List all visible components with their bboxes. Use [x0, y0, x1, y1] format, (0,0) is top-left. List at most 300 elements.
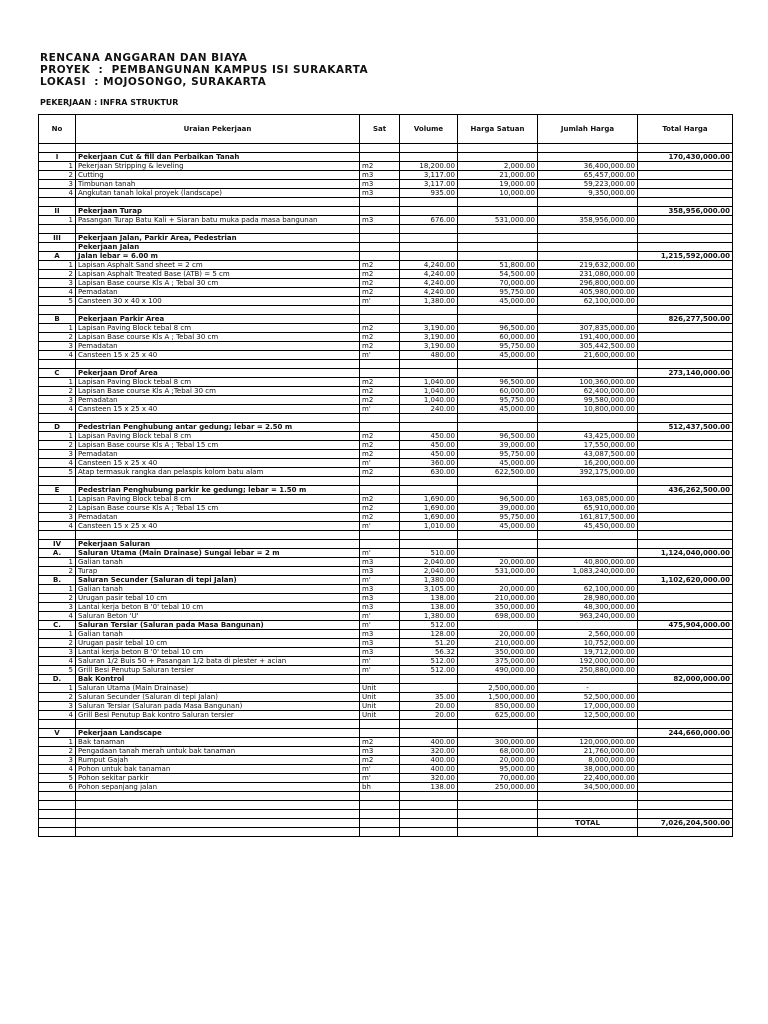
cell-total — [638, 468, 733, 477]
section-row — [39, 549, 733, 558]
cell-volume — [400, 234, 458, 243]
cell-unit-price: 850,000.00 — [458, 702, 538, 711]
cell-amount: 17,000,000.00 — [538, 702, 638, 711]
cell-total — [638, 171, 733, 180]
cell-empty — [400, 306, 458, 315]
cell-description: Lapisan Base course Kls A ;Tebal 30 cm — [76, 387, 360, 396]
project-line: PROYEK : PEMBANGUNAN KAMPUS ISI SURAKARTA — [40, 64, 369, 76]
cell-amount: 307,835,000.00 — [538, 324, 638, 333]
table-row — [39, 261, 733, 270]
cell-amount — [538, 207, 638, 216]
cell-total — [638, 612, 733, 621]
cell-unit: m' — [360, 666, 400, 675]
cell-total — [638, 657, 733, 666]
cell-amount: 12,500,000.00 — [538, 711, 638, 720]
table-row — [39, 747, 733, 756]
table-row — [39, 657, 733, 666]
cell-unit-price: 210,000.00 — [458, 639, 538, 648]
cell-unit-price: 96,500.00 — [458, 324, 538, 333]
cell-total — [638, 441, 733, 450]
cell-volume: 450.00 — [400, 441, 458, 450]
cell-unit-price — [458, 576, 538, 585]
cell-unit-price — [458, 540, 538, 549]
cell-no: 3 — [39, 396, 76, 405]
cell-empty — [76, 720, 360, 729]
table-row — [39, 522, 733, 531]
cell-unit — [360, 729, 400, 738]
table-row — [39, 333, 733, 342]
cell-total: 512,437,500.00 — [638, 423, 733, 432]
cell-volume: 1,380.00 — [400, 576, 458, 585]
cell-volume — [400, 684, 458, 693]
cell-amount: 40,800,000.00 — [538, 558, 638, 567]
cell-no: 4 — [39, 522, 76, 531]
cell-volume: 320.00 — [400, 774, 458, 783]
cell-description: Pemadatan — [76, 450, 360, 459]
cell-description: Pekerjaan Turap — [76, 207, 360, 216]
cell-unit: m3 — [360, 558, 400, 567]
cell-empty — [458, 720, 538, 729]
cell-amount: 192,000,000.00 — [538, 657, 638, 666]
cell-unit: m2 — [360, 333, 400, 342]
cell-amount: 62,400,000.00 — [538, 387, 638, 396]
cell-empty — [538, 828, 638, 837]
cell-empty — [360, 828, 400, 837]
cell-volume: 360.00 — [400, 459, 458, 468]
cell-amount: 163,085,000.00 — [538, 495, 638, 504]
cell-amount: 296,800,000.00 — [538, 279, 638, 288]
cell-no: C. — [39, 621, 76, 630]
cell-unit-price: 20,000.00 — [458, 630, 538, 639]
cell-empty — [39, 360, 76, 369]
cell-unit: m3 — [360, 747, 400, 756]
cell-empty — [638, 360, 733, 369]
cell-no: 5 — [39, 666, 76, 675]
cell-unit-price: 350,000.00 — [458, 648, 538, 657]
cell-empty — [76, 198, 360, 207]
cell-empty — [360, 144, 400, 153]
cell-empty — [538, 225, 638, 234]
table-row — [39, 495, 733, 504]
cell-unit-price — [458, 486, 538, 495]
cell-total — [638, 639, 733, 648]
grand-total-row — [39, 819, 733, 828]
cell-unit-price: 95,750.00 — [458, 513, 538, 522]
cell-no: D — [39, 423, 76, 432]
section-row — [39, 576, 733, 585]
cell-volume: 3,190.00 — [400, 342, 458, 351]
cell-empty — [458, 810, 538, 819]
col-volume-header: Volume — [400, 115, 458, 144]
cell-total — [638, 450, 733, 459]
cell-volume: 51.20 — [400, 639, 458, 648]
cell-empty — [39, 198, 76, 207]
cell-total — [638, 738, 733, 747]
cell-unit-price: 20,000.00 — [458, 585, 538, 594]
col-uraian-header: Uraian Pekerjaan — [76, 115, 360, 144]
cell-unit — [360, 252, 400, 261]
cell-volume: 1,690.00 — [400, 513, 458, 522]
cell-no: 1 — [39, 585, 76, 594]
cell-amount: 120,000,000.00 — [538, 738, 638, 747]
cell-empty — [538, 810, 638, 819]
table-row — [39, 450, 733, 459]
document-header — [40, 52, 368, 88]
cell-empty — [638, 531, 733, 540]
cell-empty — [538, 144, 638, 153]
cell-unit: m' — [360, 621, 400, 630]
cell-unit: m2 — [360, 324, 400, 333]
blank-row — [39, 477, 733, 486]
cell-unit: m2 — [360, 450, 400, 459]
cell-unit-price: 95,750.00 — [458, 396, 538, 405]
cell-empty — [638, 810, 733, 819]
cell-unit: m3 — [360, 189, 400, 198]
cell-unit — [360, 675, 400, 684]
cell-unit-price: 2,000.00 — [458, 162, 538, 171]
cell-total — [638, 162, 733, 171]
cell-unit: m3 — [360, 648, 400, 657]
cell-unit-price: 300,000.00 — [458, 738, 538, 747]
cell-total — [638, 648, 733, 657]
cell-no: 3 — [39, 450, 76, 459]
cell-description: Cansteen 15 x 25 x 40 — [76, 522, 360, 531]
cell-total — [638, 783, 733, 792]
cell-unit-price: 210,000.00 — [458, 594, 538, 603]
cell-unit — [360, 486, 400, 495]
cell-amount: 34,500,000.00 — [538, 783, 638, 792]
cell-total — [638, 540, 733, 549]
cell-total: 273,140,000.00 — [638, 369, 733, 378]
cell-empty — [458, 414, 538, 423]
cell-amount: 65,457,000.00 — [538, 171, 638, 180]
cell-amount: 191,400,000.00 — [538, 333, 638, 342]
cell-no: I — [39, 153, 76, 162]
cell-description: Saluran Tersiar (Saluran pada Masa Bangunan) — [76, 702, 360, 711]
cell-description: Timbunan tanah — [76, 180, 360, 189]
cell-amount: - — [538, 684, 638, 693]
cell-no: 4 — [39, 711, 76, 720]
cell-unit-price: 51,800.00 — [458, 261, 538, 270]
table-row — [39, 162, 733, 171]
cell-volume: 128.00 — [400, 630, 458, 639]
cell-amount: 99,580,000.00 — [538, 396, 638, 405]
cell-description: Pasangan Turap Batu Kali + Siaran batu muka pada masa bangunan — [76, 216, 360, 225]
cell-amount: 10,752,000.00 — [538, 639, 638, 648]
section-row — [39, 423, 733, 432]
cell-empty — [39, 531, 76, 540]
cell-amount — [538, 369, 638, 378]
cell-total — [638, 351, 733, 360]
cell-no: 3 — [39, 603, 76, 612]
cell-unit-price: 531,000.00 — [458, 216, 538, 225]
table-row — [39, 216, 733, 225]
cell-total — [638, 693, 733, 702]
cell-volume: 3,117.00 — [400, 180, 458, 189]
cell-volume: 4,240.00 — [400, 270, 458, 279]
table-row — [39, 684, 733, 693]
cell-empty — [458, 360, 538, 369]
cell-amount: 48,300,000.00 — [538, 603, 638, 612]
cell-volume: 400.00 — [400, 765, 458, 774]
cell-unit: m2 — [360, 288, 400, 297]
cell-no: 1 — [39, 432, 76, 441]
cell-no — [39, 243, 76, 252]
table-row — [39, 711, 733, 720]
cell-total — [638, 378, 733, 387]
cell-description: Saluran Secunder (Saluran di tepi Jalan) — [76, 576, 360, 585]
cell-description: Saluran Utama (Main Drainase) Sungai lebar = 2 m — [76, 549, 360, 558]
cell-no: A — [39, 252, 76, 261]
cell-no: 2 — [39, 333, 76, 342]
cell-volume — [400, 207, 458, 216]
cell-amount — [538, 540, 638, 549]
cell-no: B. — [39, 576, 76, 585]
cell-empty — [360, 198, 400, 207]
cell-amount: 305,442,500.00 — [538, 342, 638, 351]
cell-unit: m2 — [360, 756, 400, 765]
cell-unit-price: 10,000.00 — [458, 189, 538, 198]
cell-total — [638, 558, 733, 567]
cell-total — [638, 405, 733, 414]
cell-empty — [538, 477, 638, 486]
cell-unit — [360, 540, 400, 549]
table-row — [39, 666, 733, 675]
cell-total — [638, 774, 733, 783]
cell-no: 5 — [39, 468, 76, 477]
location-line: LOKASI : MOJOSONGO, SURAKARTA — [40, 76, 267, 88]
cell-volume: 4,240.00 — [400, 288, 458, 297]
cell-total — [638, 459, 733, 468]
cell-empty — [76, 531, 360, 540]
cell-no: 2 — [39, 594, 76, 603]
cell-unit — [360, 819, 400, 828]
cell-empty — [39, 225, 76, 234]
cell-unit: m' — [360, 351, 400, 360]
cell-description: Cansteen 15 x 25 x 40 — [76, 459, 360, 468]
cell-empty — [638, 414, 733, 423]
cell-unit-price: 70,000.00 — [458, 279, 538, 288]
cell-unit: m' — [360, 549, 400, 558]
cell-unit: m2 — [360, 432, 400, 441]
cell-total — [638, 243, 733, 252]
cell-empty — [400, 360, 458, 369]
cell-no: 4 — [39, 765, 76, 774]
cell-unit-price — [458, 549, 538, 558]
cell-description: Pekerjaan Stripping & leveling — [76, 162, 360, 171]
cell-empty — [638, 225, 733, 234]
cell-unit: Unit — [360, 711, 400, 720]
cell-unit: m2 — [360, 162, 400, 171]
cell-total — [638, 522, 733, 531]
cell-total — [638, 189, 733, 198]
cell-amount: 8,000,000.00 — [538, 756, 638, 765]
cell-empty — [360, 414, 400, 423]
cell-description: Saluran Tersiar (Saluran pada Masa Bangunan) — [76, 621, 360, 630]
cell-description: Bak Kontrol — [76, 675, 360, 684]
cell-empty — [400, 531, 458, 540]
cell-empty — [360, 792, 400, 801]
cell-total — [638, 288, 733, 297]
blank-row — [39, 531, 733, 540]
cell-no — [39, 819, 76, 828]
cell-description: Pemadatan — [76, 396, 360, 405]
cell-amount: 405,980,000.00 — [538, 288, 638, 297]
cell-description: Saluran 1/2 Buis 50 + Pasangan 1/2 bata di plester + acian — [76, 657, 360, 666]
cell-empty — [638, 720, 733, 729]
cell-amount: 100,360,000.00 — [538, 378, 638, 387]
cell-unit: m2 — [360, 387, 400, 396]
cell-empty — [458, 198, 538, 207]
section-row — [39, 243, 733, 252]
cell-description: Lapisan Paving Block tebal 8 cm — [76, 378, 360, 387]
cell-empty — [458, 828, 538, 837]
cell-unit-price: 625,000.00 — [458, 711, 538, 720]
cell-unit: m2 — [360, 495, 400, 504]
cell-volume — [400, 540, 458, 549]
cell-total: 82,000,000.00 — [638, 675, 733, 684]
cell-volume: 510.00 — [400, 549, 458, 558]
cell-amount: 963,240,000.00 — [538, 612, 638, 621]
cell-unit-price: 531,000.00 — [458, 567, 538, 576]
cell-unit-price: 20,000.00 — [458, 756, 538, 765]
blank-row — [39, 414, 733, 423]
cell-empty — [360, 801, 400, 810]
table-row — [39, 279, 733, 288]
cell-empty — [400, 414, 458, 423]
cell-unit: m3 — [360, 639, 400, 648]
cell-no: 2 — [39, 171, 76, 180]
cell-empty — [76, 477, 360, 486]
cell-empty — [458, 792, 538, 801]
cell-total — [638, 711, 733, 720]
cell-unit: m3 — [360, 630, 400, 639]
cell-amount: 43,087,500.00 — [538, 450, 638, 459]
table-row — [39, 783, 733, 792]
cell-empty — [360, 360, 400, 369]
cell-amount: 65,910,000.00 — [538, 504, 638, 513]
cell-amount: 392,175,000.00 — [538, 468, 638, 477]
cell-empty — [39, 792, 76, 801]
cell-no: III — [39, 234, 76, 243]
cell-volume: 35.00 — [400, 693, 458, 702]
cell-amount: 2,560,000.00 — [538, 630, 638, 639]
cell-no: E — [39, 486, 76, 495]
cell-description: Pemadatan — [76, 513, 360, 522]
cell-empty — [458, 225, 538, 234]
cell-volume — [400, 153, 458, 162]
cell-no: 1 — [39, 324, 76, 333]
cell-empty — [638, 144, 733, 153]
cell-no: 1 — [39, 630, 76, 639]
cell-description: Lapisan Paving Block tebal 8 cm — [76, 324, 360, 333]
cell-amount: 62,100,000.00 — [538, 585, 638, 594]
cell-total — [638, 666, 733, 675]
cell-unit-price: 250,000.00 — [458, 783, 538, 792]
cell-description: Pemadatan — [76, 342, 360, 351]
cell-volume: 630.00 — [400, 468, 458, 477]
cell-unit-price: 2,500,000.00 — [458, 684, 538, 693]
table-row — [39, 405, 733, 414]
cell-unit-price: 68,000.00 — [458, 747, 538, 756]
cell-unit: m' — [360, 576, 400, 585]
cell-total — [638, 333, 733, 342]
section-row — [39, 315, 733, 324]
table-row — [39, 189, 733, 198]
cell-unit-price: 95,750.00 — [458, 342, 538, 351]
cell-volume: 512.00 — [400, 666, 458, 675]
cell-unit-price: 21,000.00 — [458, 171, 538, 180]
cell-amount — [538, 234, 638, 243]
cell-unit: m' — [360, 297, 400, 306]
cell-no: 2 — [39, 504, 76, 513]
cell-unit-price — [458, 621, 538, 630]
cell-empty — [638, 828, 733, 837]
cell-no: 2 — [39, 693, 76, 702]
cell-unit: m' — [360, 765, 400, 774]
cell-total: 475,904,000.00 — [638, 621, 733, 630]
table-row — [39, 648, 733, 657]
cell-description: Jalan lebar = 6.00 m — [76, 252, 360, 261]
cell-description: Cansteen 15 x 25 x 40 — [76, 405, 360, 414]
table-body — [39, 144, 733, 837]
blank-row — [39, 144, 733, 153]
table-row — [39, 441, 733, 450]
cell-no: 4 — [39, 657, 76, 666]
cell-empty — [76, 810, 360, 819]
cell-amount: 231,080,000.00 — [538, 270, 638, 279]
cell-unit-price: 95,750.00 — [458, 288, 538, 297]
cell-unit-price — [458, 252, 538, 261]
table-row — [39, 567, 733, 576]
document-title: RENCANA ANGGARAN DAN BIAYA — [40, 52, 248, 64]
cell-unit-price: 95,750.00 — [458, 450, 538, 459]
cell-amount: 59,223,000.00 — [538, 180, 638, 189]
table-row — [39, 702, 733, 711]
cell-description: Pekerjaan Drof Area — [76, 369, 360, 378]
cell-unit: m3 — [360, 585, 400, 594]
cell-total: 1,102,620,000.00 — [638, 576, 733, 585]
cell-amount — [538, 153, 638, 162]
cell-no: 3 — [39, 279, 76, 288]
table-row — [39, 351, 733, 360]
cell-total — [638, 765, 733, 774]
cell-amount: 1,083,240,000.00 — [538, 567, 638, 576]
table-row — [39, 468, 733, 477]
cell-volume: 240.00 — [400, 405, 458, 414]
cell-empty — [360, 531, 400, 540]
blank-row — [39, 801, 733, 810]
cell-amount — [538, 252, 638, 261]
cell-volume: 400.00 — [400, 756, 458, 765]
cell-description: Pohon sepanjang jalan — [76, 783, 360, 792]
table-row — [39, 603, 733, 612]
cell-amount: 17,550,000.00 — [538, 441, 638, 450]
cell-total: 244,660,000.00 — [638, 729, 733, 738]
cell-no: 2 — [39, 639, 76, 648]
cell-volume — [400, 243, 458, 252]
cell-amount: 21,600,000.00 — [538, 351, 638, 360]
cell-unit-price: 350,000.00 — [458, 603, 538, 612]
cell-no: 1 — [39, 738, 76, 747]
cell-empty — [638, 792, 733, 801]
cell-amount: 219,632,000.00 — [538, 261, 638, 270]
cell-total: 7,026,204,500.00 — [638, 819, 733, 828]
cell-amount: 19,712,000.00 — [538, 648, 638, 657]
cell-unit: m' — [360, 459, 400, 468]
cell-amount: 45,450,000.00 — [538, 522, 638, 531]
cell-amount: 28,980,000.00 — [538, 594, 638, 603]
